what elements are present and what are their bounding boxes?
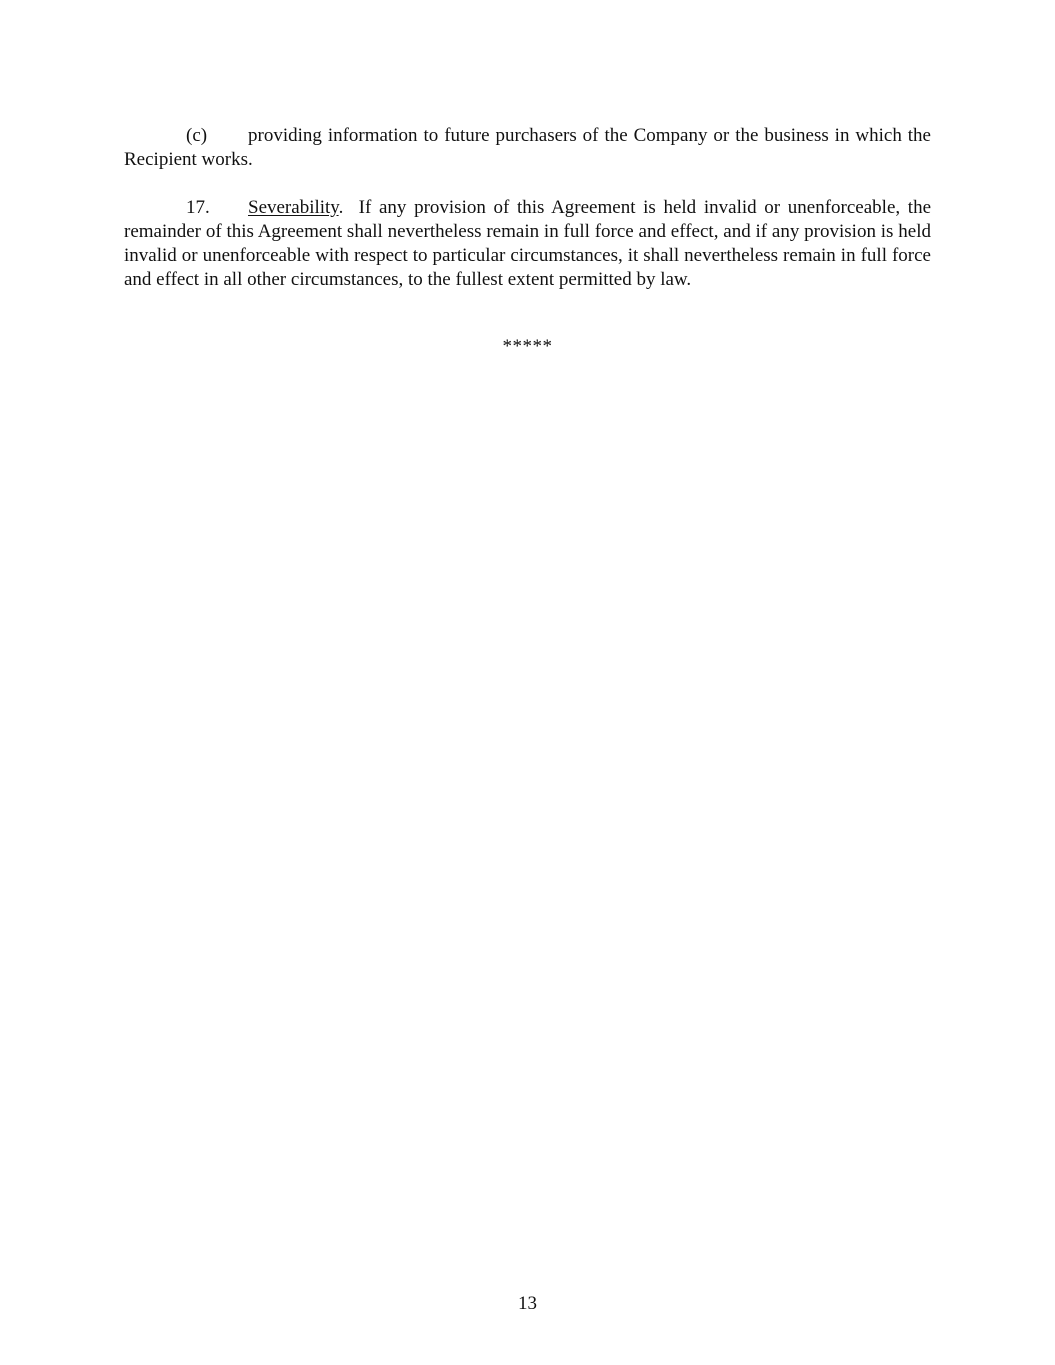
section-17-paragraph (124, 196, 931, 292)
clause-c-marker: (c) (186, 125, 208, 146)
section-17-number: 17. (186, 197, 210, 218)
page-number: 13 (518, 1293, 537, 1314)
section-17-heading-punctuation: . (338, 197, 344, 218)
section-17-text: If any provision of this Agreement is held invalid or unenforceable, the remainder of this Agreement shall nevertheless remain in full force and effect, and if any provision is held invalid or unenforceable with respect to particular circumstances, it shall nevertheless remain in full force and effect in all other circumstances, to the fullest extent permitted by law. (124, 197, 931, 290)
section-17-heading: Severability (248, 197, 339, 218)
clause-c-text: providing information to future purchasers of the Company or the business in which the Recipient works. (124, 125, 931, 170)
clause-c-paragraph (124, 124, 931, 172)
section-separator: ***** (502, 336, 553, 357)
